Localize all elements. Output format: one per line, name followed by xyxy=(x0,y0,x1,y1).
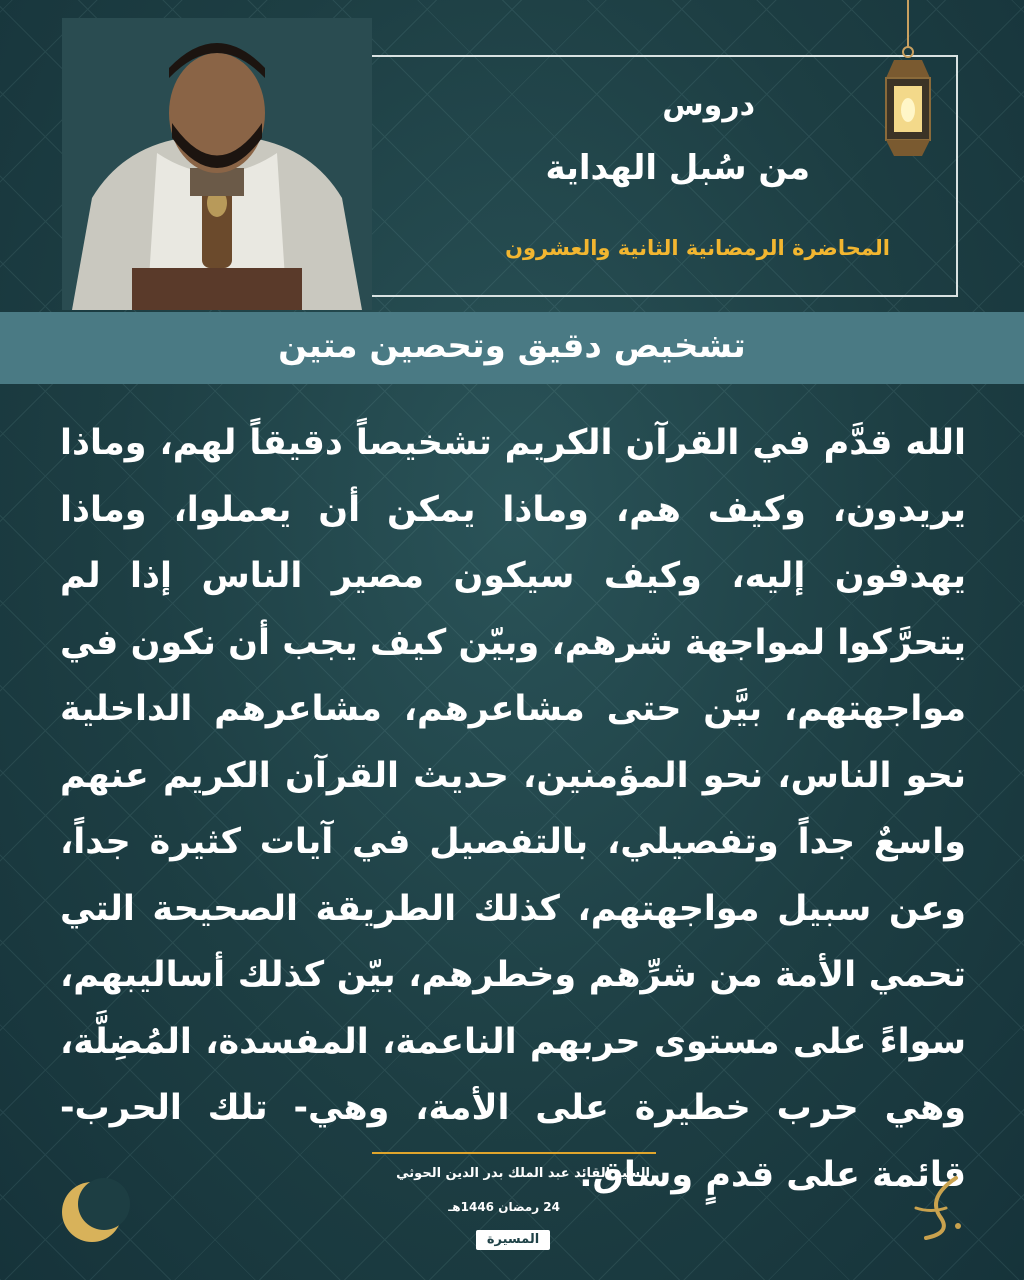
publisher-logo: المسيرة xyxy=(476,1230,550,1250)
footer-divider xyxy=(372,1152,656,1154)
banner-heading: تشخيص دقيق وتحصين متين xyxy=(278,326,746,366)
body-paragraph: الله قدَّم في القرآن الكريم تشخيصاً دقيقاً لهم، وماذا يريدون، وكيف هم، وماذا يمكن أن يعملوا، وماذا يهدفون إليه، وكيف سيكون مصير الناس إذا لم يتحرَّكوا لمواجهة شرهم، وبيّن كيف يجب أن نكون في مواجهتهم، بيَّن حتى مشاعرهم، مشاعرهم الداخلية نحو الناس، نحو المؤمنين، حديث القرآن الكريم عنهم واسعٌ جداً وتفصيلي، بالتفصيل في آيات كثيرة جداً، وعن سبيل مواجهتهم، كذلك الطريقة الصحيحة التي تحمي الأمة من شرِّهم وخطرهم، بيّن كذلك أساليبهم، سواءً على مستوى حربهم الناعمة، المفسدة، المُضِلَّة، وهي حرب خطيرة على الأمة، وهي- تلك الحرب- قائمة على قدمٍ وساق. xyxy=(60,423,966,1195)
crescent-moon-icon xyxy=(52,1172,132,1252)
lantern-icon xyxy=(872,0,944,170)
footer-date: 24 رمضان 1446هـ xyxy=(448,1200,560,1214)
speaker-portrait xyxy=(62,18,372,310)
heading-banner xyxy=(0,312,1024,384)
series-title: دروس xyxy=(662,88,755,123)
lecture-label: المحاضرة الرمضانية الثانية والعشرون xyxy=(505,236,890,260)
series-subtitle: من سُبل الهداية xyxy=(545,148,810,188)
ramadan-calligraphy-icon xyxy=(896,1168,976,1248)
footer-author: السيد القائد عبد الملك بدر الدين الحوثي xyxy=(396,1166,650,1181)
